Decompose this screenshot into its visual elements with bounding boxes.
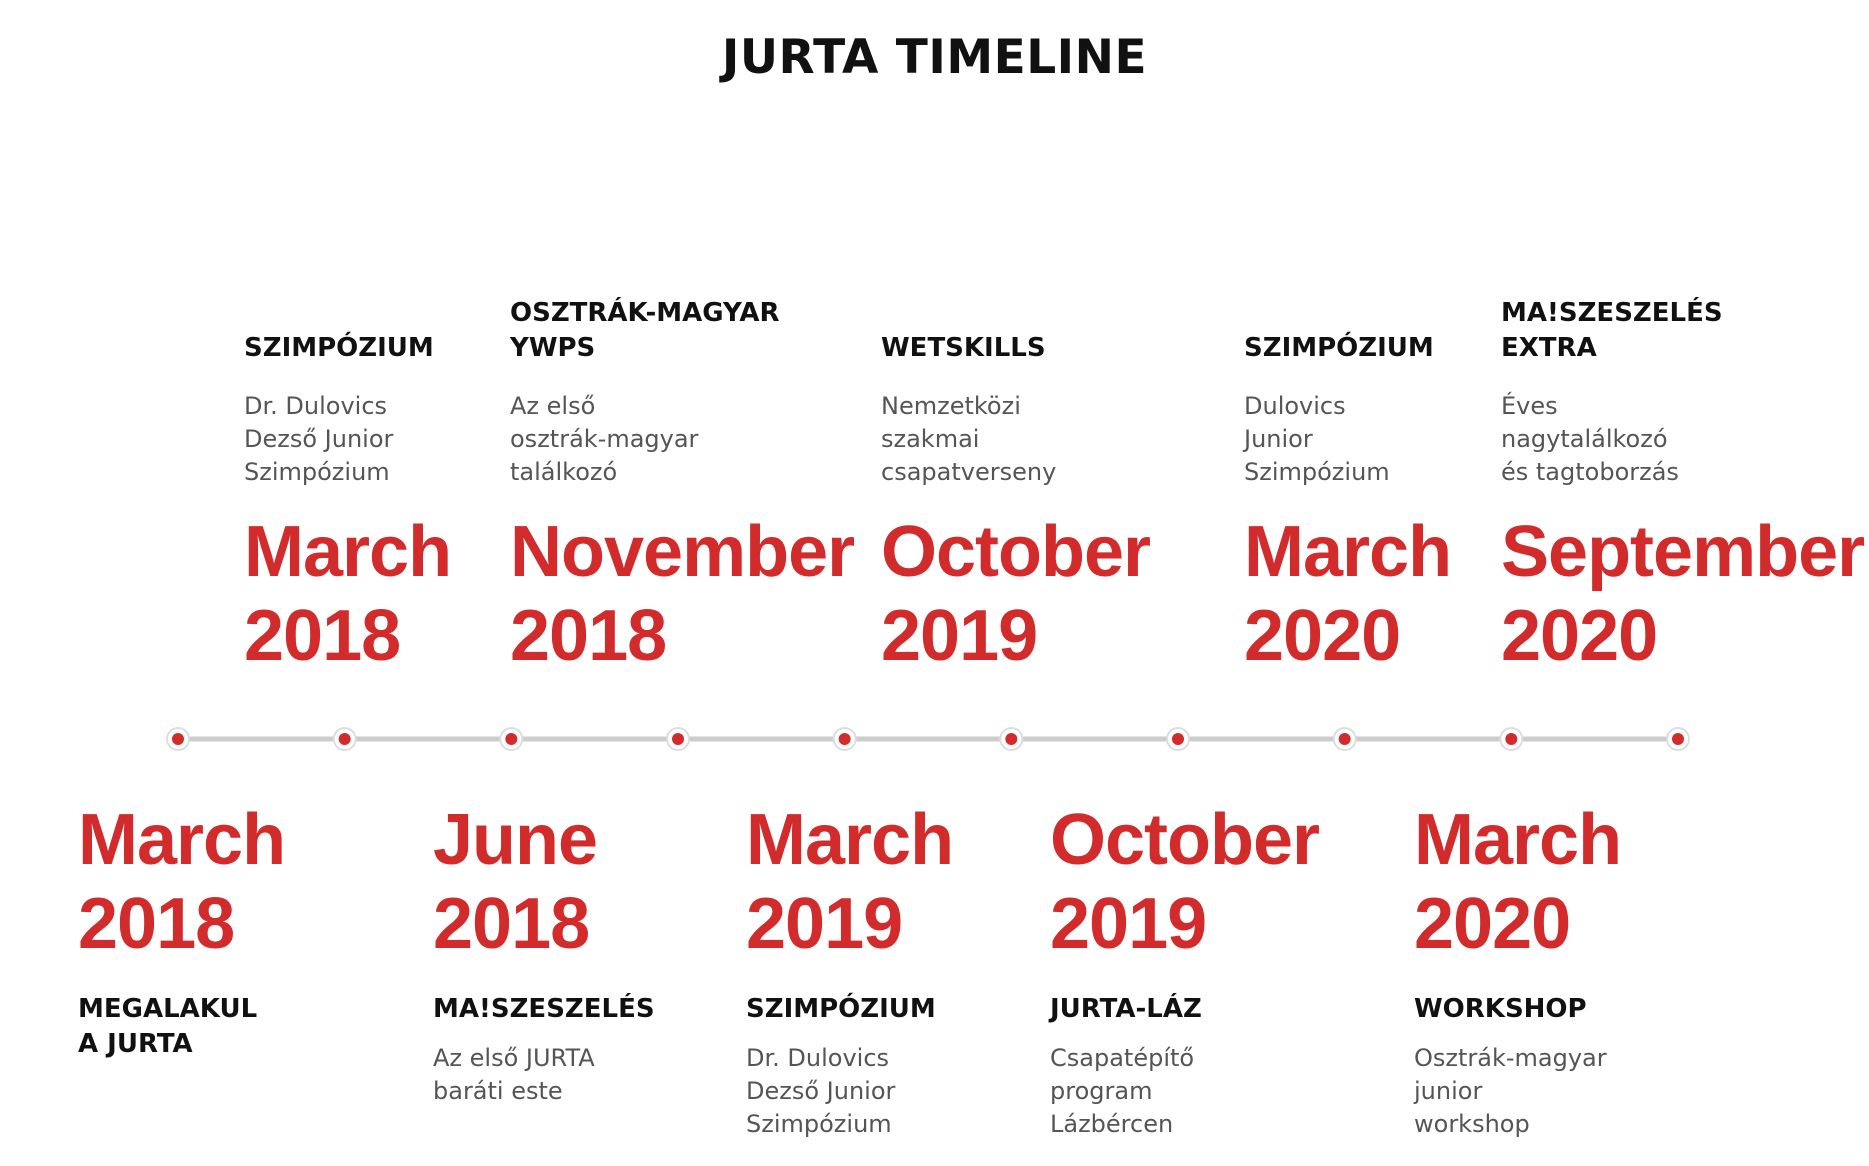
event-description: Az első osztrák-magyar találkozó xyxy=(510,392,699,486)
bottom-event-5 xyxy=(1414,798,1774,1141)
event-date: September 2020 xyxy=(1501,512,1865,676)
event-heading: SZIMPÓZIUM xyxy=(746,994,936,1024)
timeline-marker xyxy=(505,733,517,745)
event-description: Az első JURTA baráti este xyxy=(433,1044,595,1105)
event-date: November 2018 xyxy=(510,512,855,676)
timeline-marker xyxy=(339,733,351,745)
timeline-marker xyxy=(1505,733,1517,745)
page-title: JURTA TIMELINE xyxy=(721,30,1148,85)
event-heading: MA!SZESZELÉS EXTRA xyxy=(1501,298,1723,363)
event-description: Nemzetközi szakmai csapatverseny xyxy=(881,392,1057,486)
event-date: October 2019 xyxy=(1050,800,1320,964)
event-date: October 2019 xyxy=(881,512,1151,676)
timeline-marker xyxy=(1339,733,1351,745)
timeline-marker xyxy=(1172,733,1184,745)
event-description: Dr. Dulovics Dezső Junior Szimpózium xyxy=(746,1044,896,1138)
event-description: Dulovics Junior Szimpózium xyxy=(1244,392,1390,486)
event-heading: OSZTRÁK-MAGYAR YWPS xyxy=(510,298,780,363)
event-heading: WORKSHOP xyxy=(1414,994,1587,1024)
event-date: March 2018 xyxy=(78,800,286,964)
event-description: Dr. Dulovics Dezső Junior Szimpózium xyxy=(244,392,394,486)
bottom-event-1 xyxy=(78,798,438,1077)
timeline-marker xyxy=(839,733,851,745)
event-heading: SZIMPÓZIUM xyxy=(244,333,434,363)
event-heading: SZIMPÓZIUM xyxy=(1244,333,1434,363)
event-date: June 2018 xyxy=(433,800,598,964)
event-heading: JURTA-LÁZ xyxy=(1050,994,1202,1024)
bottom-event-2 xyxy=(433,798,793,1108)
event-date: March 2018 xyxy=(244,512,452,676)
event-date: March 2019 xyxy=(746,800,954,964)
timeline-marker xyxy=(1005,733,1017,745)
event-date: March 2020 xyxy=(1414,800,1622,964)
event-heading: WETSKILLS xyxy=(881,333,1046,363)
event-description: Csapatépítő program Lázbércen xyxy=(1050,1044,1195,1138)
timeline-marker xyxy=(172,733,184,745)
event-date: March 2020 xyxy=(1244,512,1452,676)
timeline-marker xyxy=(672,733,684,745)
bottom-event-4 xyxy=(1050,798,1410,1141)
event-description: Osztrák-magyar junior workshop xyxy=(1414,1044,1607,1138)
timeline-marker xyxy=(1672,733,1684,745)
event-heading: MA!SZESZELÉS xyxy=(433,994,655,1024)
event-heading: MEGALAKUL A JURTA xyxy=(78,994,258,1059)
event-description: Éves nagytalálkozó és tagtoborzás xyxy=(1501,392,1679,486)
